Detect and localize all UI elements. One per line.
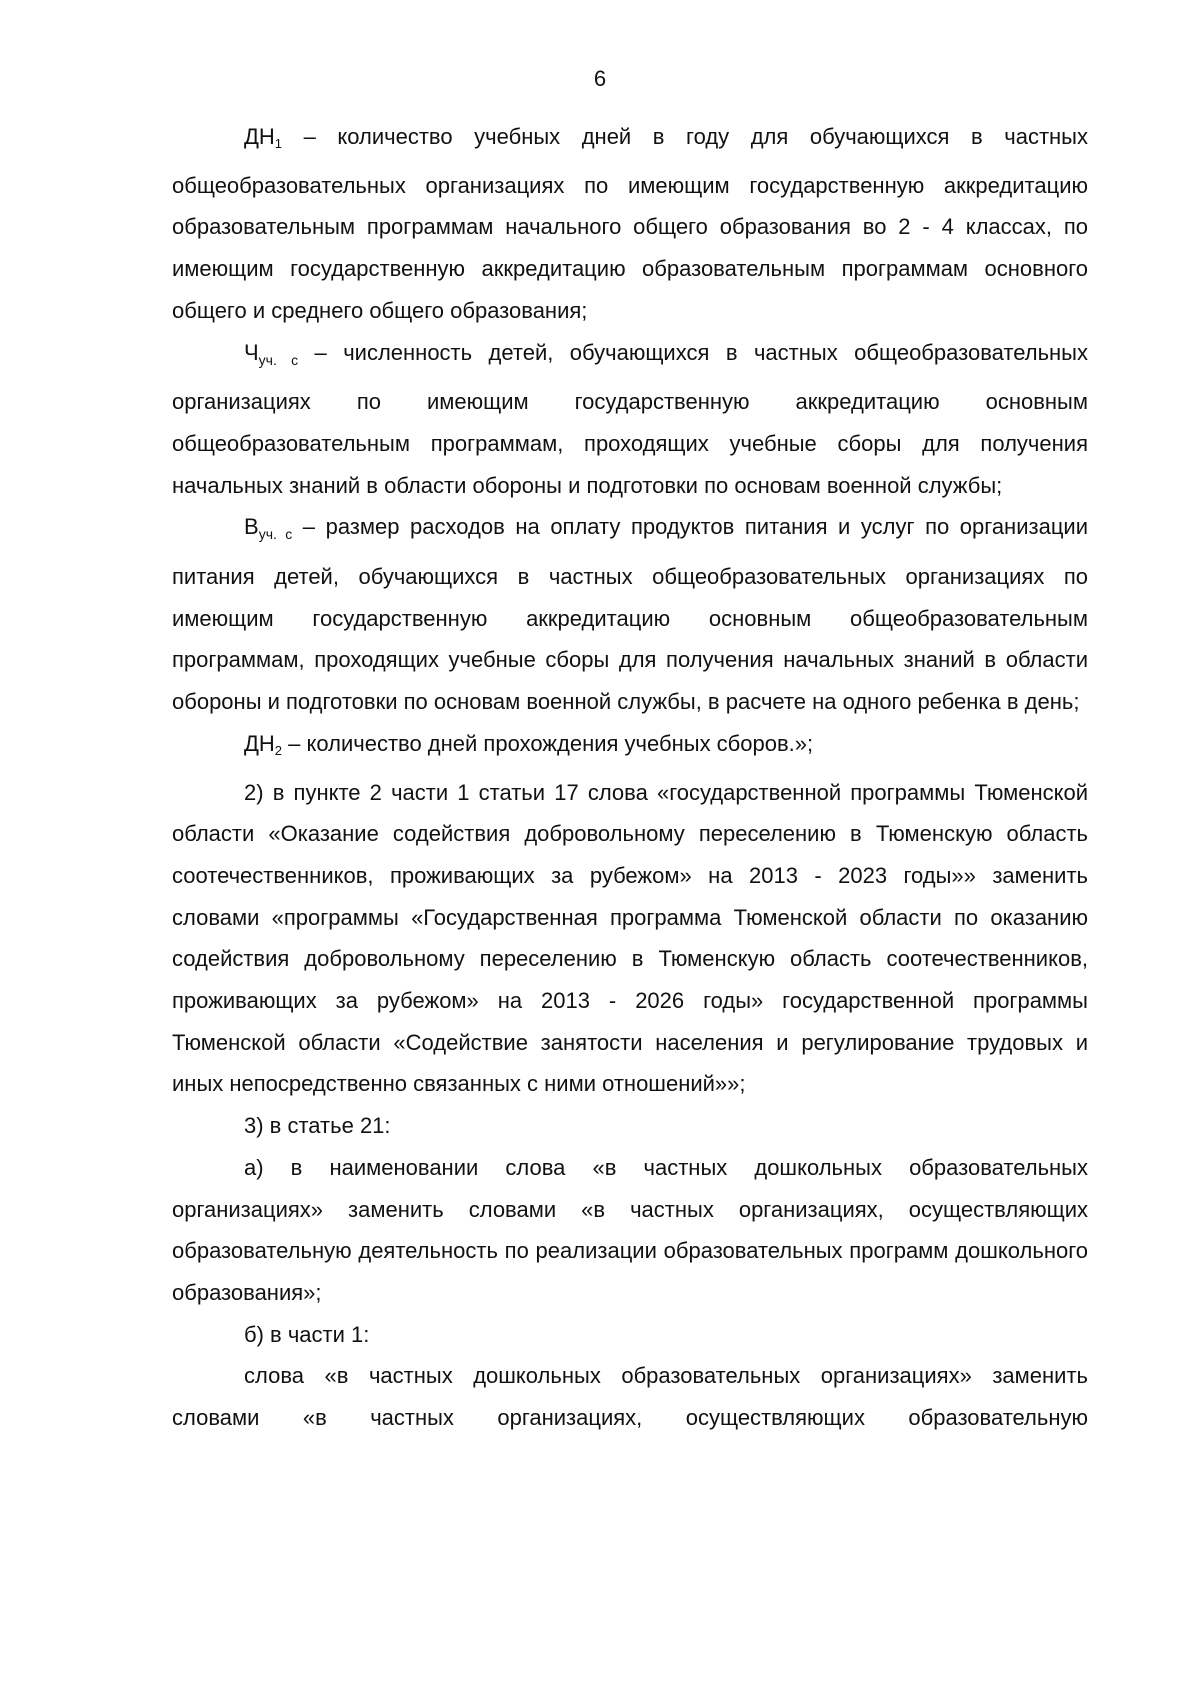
- amendment-paragraph-item-2: 2) в пункте 2 части 1 статьи 17 слова «государственной программы Тюменской области «Оказание содействия добровольному переселению в Тюменскую область соотечественников, проживающих за рубежом» на 2013 - 2023 годы»» заменить словами «программы «Государственная программа Тюменской области по оказанию содействия добровольному переселению в Тюменскую область соотечественников, проживающих за рубежом» на 2013 - 2026 годы» государственной программы Тюменской области «Содействие занятости населения и регулирование трудовых и иных непосредственно связанных с ними отношений»»;: [172, 779, 1088, 1097]
- definition-text: – размер расходов на оплату продуктов питания и услуг по организации питания детей, обучающихся в частных общеобразовательных организациях по имеющим государственную аккредитацию основным общеобразовательным программам, проходящих учебные сборы для получения начальных знаний в области обороны и подготовки по основам военной службы, в расчете на одного ребенка в день;: [172, 514, 1088, 715]
- definition-text: – количество дней прохождения учебных сборов.»;: [282, 730, 814, 756]
- formula-symbol: $ДН_2$: [244, 730, 283, 758]
- amendment-paragraph-item-3: 3) в статье 21:: [244, 1113, 391, 1139]
- formula-subscript: уч. с: [258, 351, 299, 368]
- amendment-paragraph-subitem-b: б) в части 1:: [244, 1321, 370, 1347]
- definition-paragraph-dn2: [172, 723, 1088, 772]
- formula-subscript: уч. с: [258, 526, 293, 543]
- document-body: [172, 116, 1088, 1439]
- amendment-paragraph-continuation: слова «в частных дошкольных образовательных организациях» заменить словами «в частных организациях, осуществляющих образовательную: [172, 1363, 1088, 1431]
- formula-symbol: $Ч_{уч. с}$: [244, 339, 299, 368]
- amendment-paragraph-subitem-a: а) в наименовании слова «в частных дошкольных образовательных организациях» заменить словами «в частных организациях, осуществляющих образовательную деятельность по реализации образовательных программ дошкольного образования»;: [172, 1154, 1088, 1305]
- formula-subscript: 1: [274, 136, 283, 151]
- definition-paragraph-dn1: [172, 116, 1088, 332]
- definition-paragraph-chuch: [172, 332, 1088, 507]
- page-number: 6: [593, 66, 607, 91]
- formula-symbol: $ДН_1$: [244, 124, 283, 151]
- formula-subscript: 2: [274, 742, 283, 758]
- formula-symbol: $В_{уч. с}$: [244, 514, 293, 543]
- definition-text: – численность детей, обучающихся в частных общеобразовательных организациях по имеющим государственную аккредитацию основным общеобразовательным программам, проходящих учебные сборы для получения начальных знаний в области обороны и подготовки по основам военной службы;: [172, 339, 1088, 498]
- definition-paragraph-vuch: [172, 506, 1088, 723]
- definition-text: – количество учебных дней в году для обучающихся в частных общеобразовательных организациях по имеющим государственную аккредитацию образовательным программам начального общего образования во 2 - 4 классах, по имеющим государственную аккредитацию образовательным программам основного общего и среднего общего образования;: [172, 124, 1088, 323]
